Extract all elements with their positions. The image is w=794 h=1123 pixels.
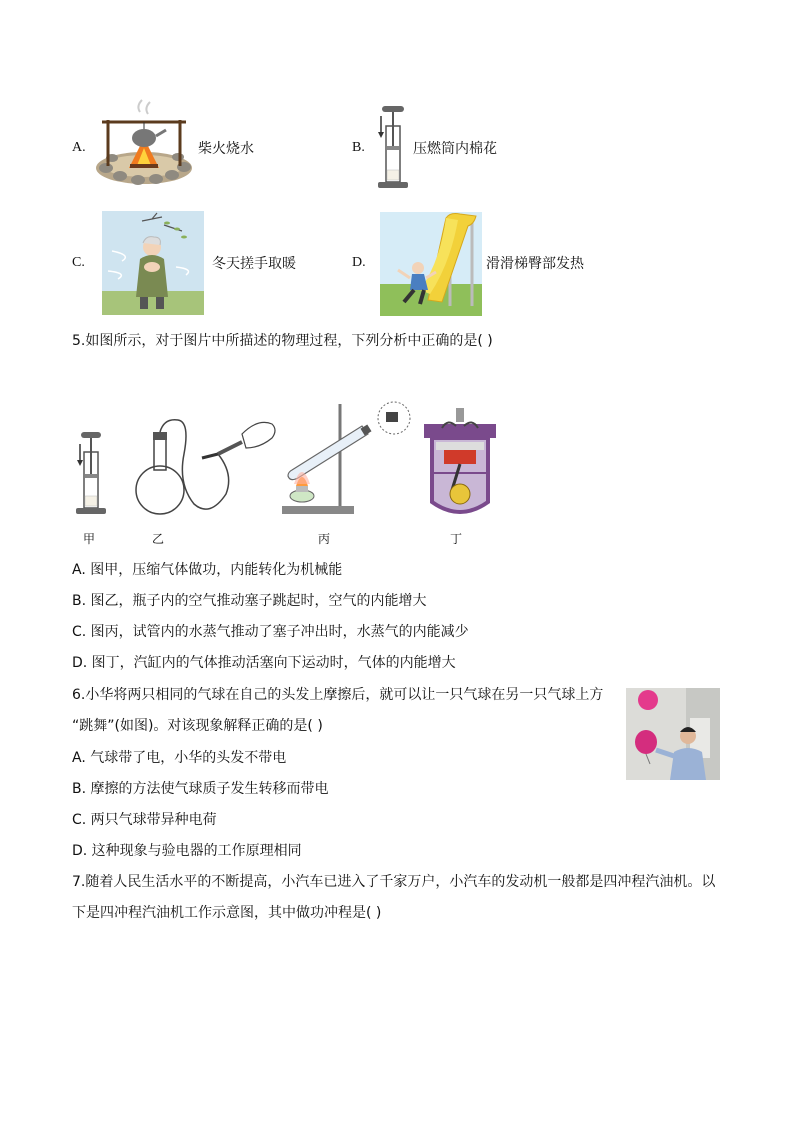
q6-stem-line1: 6.小华将两只相同的气球在自己的头发上摩擦后，就可以让一只气球在另一只气球上方 bbox=[72, 687, 604, 703]
option-b-text: 压燃筒内棉花 bbox=[413, 141, 497, 157]
q6-option-a: A. 气球带了电，小华的头发不带电 bbox=[72, 750, 287, 766]
q5-option-b: B. 图乙，瓶子内的空气推动塞子跳起时，空气的内能增大 bbox=[72, 593, 427, 609]
option-a-text: 柴火烧水 bbox=[198, 141, 254, 157]
balloon-photo bbox=[626, 688, 720, 780]
q6-stem-line2: “跳舞”(如图)。对该现象解释正确的是( ) bbox=[72, 718, 323, 734]
slide-image bbox=[380, 212, 482, 316]
q6-option-c: C. 两只气球带异种电荷 bbox=[72, 812, 217, 828]
option-c-text: 冬天搓手取暖 bbox=[212, 256, 296, 272]
option-c-label: C. bbox=[72, 255, 85, 270]
q7-stem-line2: 下是四冲程汽油机工作示意图，其中做功冲程是( ) bbox=[72, 905, 382, 921]
q6-option-b: B. 摩擦的方法使气球质子发生转移而带电 bbox=[72, 781, 329, 797]
q6-option-d: D. 这种现象与验电器的工作原理相同 bbox=[72, 843, 302, 859]
compression-cylinder-image bbox=[376, 104, 410, 192]
q5-option-c: C. 图丙，试管内的水蒸气推动了塞子冲出时，水蒸气的内能减少 bbox=[72, 624, 469, 640]
q5-stem: 5.如图所示，对于图片中所描述的物理过程，下列分析中正确的是( ) bbox=[72, 333, 493, 349]
option-a-label: A. bbox=[72, 140, 86, 155]
rubbing-hands-image bbox=[102, 211, 204, 315]
figure-bing-test-tube bbox=[282, 398, 412, 518]
figure-label-bing: 丙 bbox=[317, 532, 330, 546]
option-b-label: B. bbox=[352, 140, 365, 155]
figure-label-yi: 乙 bbox=[151, 532, 164, 546]
figure-jia-cylinder bbox=[76, 430, 106, 518]
figure-label-jia: 甲 bbox=[82, 532, 95, 546]
campfire-kettle-image bbox=[94, 98, 194, 188]
q7-stem-line1: 7.随着人民生活水平的不断提高，小汽车已进入了千家万户，小汽车的发动机一般都是四冲程汽油机。以 bbox=[72, 874, 716, 890]
figure-label-ding: 丁 bbox=[449, 532, 462, 546]
q5-option-d: D. 图丁，汽缸内的气体推动活塞向下运动时，气体的内能增大 bbox=[72, 655, 456, 671]
figure-ding-engine bbox=[422, 406, 498, 518]
q5-option-a: A. 图甲，压缩气体做功，内能转化为机械能 bbox=[72, 562, 343, 578]
option-d-label: D. bbox=[352, 255, 366, 270]
figure-yi-flask-pump bbox=[134, 414, 280, 524]
option-d-text: 滑滑梯臀部发热 bbox=[486, 256, 584, 272]
